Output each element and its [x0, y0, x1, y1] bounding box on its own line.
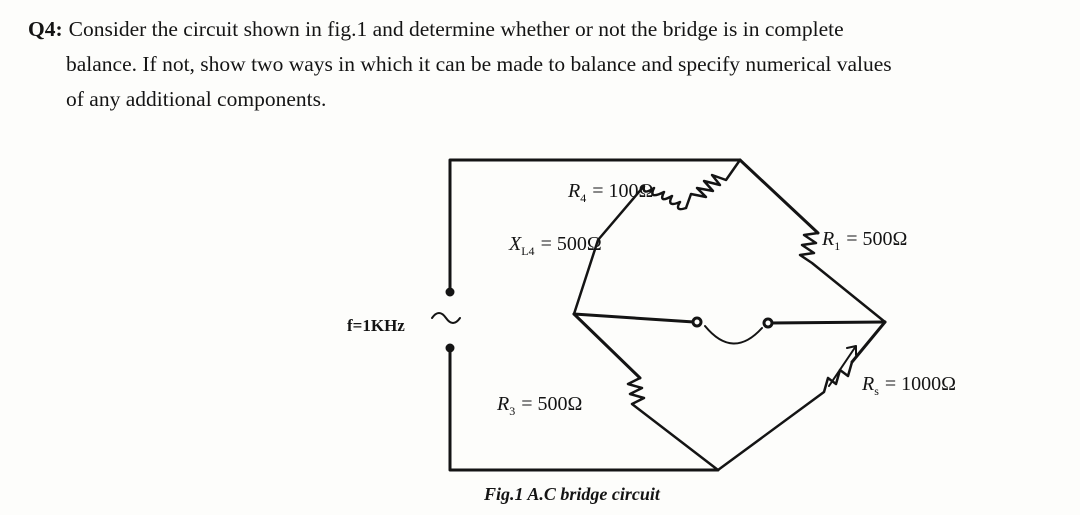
question-line-2: balance. If not, show two ways in which it can be made to balance and specify numerical values	[66, 52, 892, 76]
resistor-r3-zigzag	[628, 378, 718, 470]
question-line-3: of any additional components.	[66, 87, 327, 111]
r1-label: $R_1 = 500\Omega$	[822, 228, 908, 253]
resistor-rs-zigzag	[718, 362, 852, 470]
xl4-label: $X_{L4} = 500\Omega$	[509, 233, 602, 258]
detector-terminal-right	[764, 319, 772, 327]
resistor-r3	[574, 314, 640, 378]
r4-label: $R_4 = 100\Omega$	[568, 180, 654, 205]
question-line-1: Q4: Consider the circuit shown in fig.1 and determine whether or not the bridge is in complete	[28, 17, 844, 41]
wire-bottom	[450, 348, 718, 470]
resistor-r4	[686, 160, 740, 208]
rs-label: $R_s = 1000\Omega$	[862, 373, 957, 398]
detector-line-left	[574, 314, 694, 322]
resistor-rs	[852, 322, 885, 362]
detector-line-right	[770, 322, 885, 323]
figure-caption: Fig.1 A.C bridge circuit	[484, 484, 660, 504]
r3-label: $R_3 = 500\Omega$	[497, 393, 583, 418]
detector-terminal-left	[693, 318, 701, 326]
ac-source-icon	[432, 313, 460, 323]
source-terminal-top	[447, 289, 453, 295]
question-number: Q4:	[28, 17, 63, 41]
resistor-r1	[740, 160, 818, 233]
source-terminal-bottom	[447, 345, 453, 351]
detector-arc	[705, 326, 762, 344]
source-frequency-label: f=1KHz	[347, 316, 405, 335]
